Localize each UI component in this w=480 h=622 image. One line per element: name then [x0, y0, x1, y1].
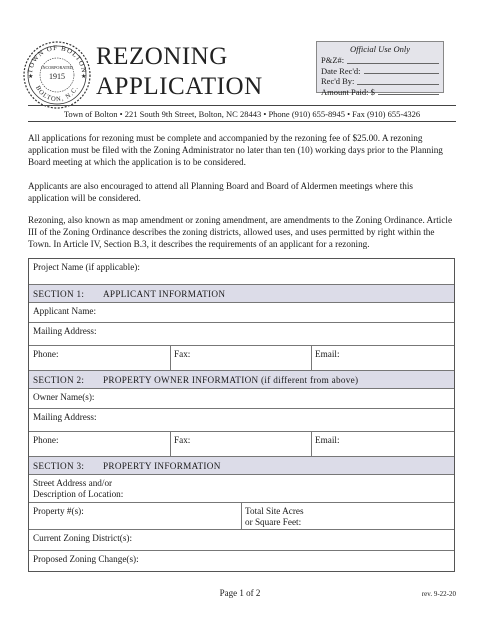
- revision-date: rev. 9-22-20: [421, 590, 456, 598]
- street-address-label-line1: Street Address and/or: [33, 478, 113, 488]
- section1-label: SECTION 1:: [33, 289, 85, 299]
- street-address-label: [29, 475, 127, 503]
- intro-paragraph-fee: All applications for rezoning must be complete and accompanied by the rezoning fee of $25.00. A rezoning application must be filed with the Zoning Administrator no later than ten (10) working days prior to the Planning Board meeting at which the application is to be considered.: [28, 133, 443, 167]
- page-number: Page 1 of 2: [219, 588, 261, 598]
- project-name-row[interactable]: [29, 259, 454, 284]
- intro-paragraph-meetings: Applicants are also encouraged to attend all Planning Board and Board of Aldermen meetings where this application will be considered.: [28, 181, 413, 203]
- section3-label: SECTION 3:: [33, 461, 85, 471]
- section2-label: SECTION 2:: [33, 375, 85, 385]
- mailing-address-row[interactable]: [29, 322, 454, 346]
- document-title-line2: APPLICATION: [96, 73, 263, 100]
- contact-row-2: [29, 431, 454, 457]
- contact-line: Town of Bolton • 221 South 9th Street, Bolton, NC 28443 • Phone (910) 655-8945 • Fax (910) 655-4326: [63, 109, 421, 119]
- applicant-name-label: Applicant Name:: [33, 306, 97, 316]
- property-row: [29, 502, 454, 530]
- office-field-date: [321, 66, 439, 77]
- owner-mailing-address-label: Mailing Address:: [33, 412, 97, 422]
- office-field-label: Amount Paid: $: [321, 86, 375, 97]
- owner-names-row[interactable]: [29, 388, 454, 409]
- fax-field-2[interactable]: Fax:: [174, 435, 191, 445]
- office-field-line: [357, 76, 439, 85]
- office-field-label: Rec'd By:: [321, 76, 355, 86]
- property-number-field[interactable]: Property #(s):: [33, 506, 84, 516]
- header-rule-top: [28, 105, 456, 106]
- applicant-name-row[interactable]: [29, 302, 454, 323]
- office-field-pz: [321, 55, 439, 66]
- office-field-line: [347, 55, 439, 64]
- seal-star-right-icon: ★: [81, 74, 87, 80]
- owner-names-label: Owner Name(s):: [33, 392, 95, 402]
- street-address-label-line2: Description of Location:: [33, 489, 124, 499]
- fax-field-1[interactable]: Fax:: [174, 349, 191, 359]
- office-field-label: Date Rec'd:: [321, 65, 361, 76]
- seal-top-text: TOWN OF BOLTON: [25, 43, 89, 74]
- section2-title: PROPERTY OWNER INFORMATION (if different from above): [103, 375, 359, 385]
- rezoning-form: [28, 258, 455, 572]
- office-field-line: [378, 87, 439, 96]
- current-zoning-label: Current Zoning District(s):: [33, 533, 133, 543]
- owner-mailing-address-row[interactable]: [29, 408, 454, 432]
- seal-bottom-text: BOLTON, N.C.: [33, 84, 80, 104]
- section3-title: PROPERTY INFORMATION: [103, 461, 221, 471]
- phone-field-1[interactable]: Phone:: [33, 349, 59, 359]
- office-field-recd-by: [321, 76, 439, 87]
- section3-header: [29, 456, 454, 475]
- official-use-title: Official Use Only: [350, 44, 410, 54]
- header-rule-bottom: [28, 121, 456, 122]
- seal-star-left-icon: ★: [28, 74, 34, 80]
- section1-title: APPLICANT INFORMATION: [103, 289, 226, 299]
- mailing-address-label: Mailing Address:: [33, 326, 97, 336]
- seal-year: 1915: [49, 72, 65, 81]
- document-title-line1: REZONING: [96, 43, 228, 70]
- town-seal: [22, 40, 92, 110]
- seal-word: INCORPORATED: [41, 65, 73, 70]
- street-address-row[interactable]: [29, 474, 454, 503]
- section1-header: [29, 284, 454, 303]
- office-field-amount: [321, 87, 439, 98]
- section2-header: [29, 370, 454, 389]
- current-zoning-row[interactable]: [29, 529, 454, 551]
- contact-row-1: [29, 345, 454, 371]
- official-use-box: [316, 41, 444, 97]
- svg-text:BOLTON, N.C.: [34, 85, 80, 104]
- phone-field-2[interactable]: Phone:: [33, 435, 59, 445]
- proposed-zoning-label: Proposed Zoning Change(s):: [33, 554, 139, 564]
- site-acres-field[interactable]: [241, 503, 308, 530]
- project-name-label: Project Name (if applicable):: [33, 262, 140, 272]
- office-field-line: [364, 66, 439, 75]
- site-acres-label-line1: Total Site Acres: [245, 506, 304, 516]
- intro-paragraph-ordinance: Rezoning, also known as map amendment or zoning amendment, are amendments to the Zoning Ordinance. Article III of the Zoning Ordinance describes the zoning districts, allowed uses, and uses permitted by right within the Town. In Article IV, Section B.3, it describes the requirements of an applicant for a rezoning.: [28, 215, 453, 249]
- office-field-label: P&Z#:: [321, 55, 345, 65]
- email-field-2[interactable]: Email:: [315, 435, 340, 445]
- email-field-1[interactable]: Email:: [315, 349, 340, 359]
- proposed-zoning-row[interactable]: [29, 550, 454, 574]
- site-acres-label-line2: or Square Feet:: [245, 517, 302, 527]
